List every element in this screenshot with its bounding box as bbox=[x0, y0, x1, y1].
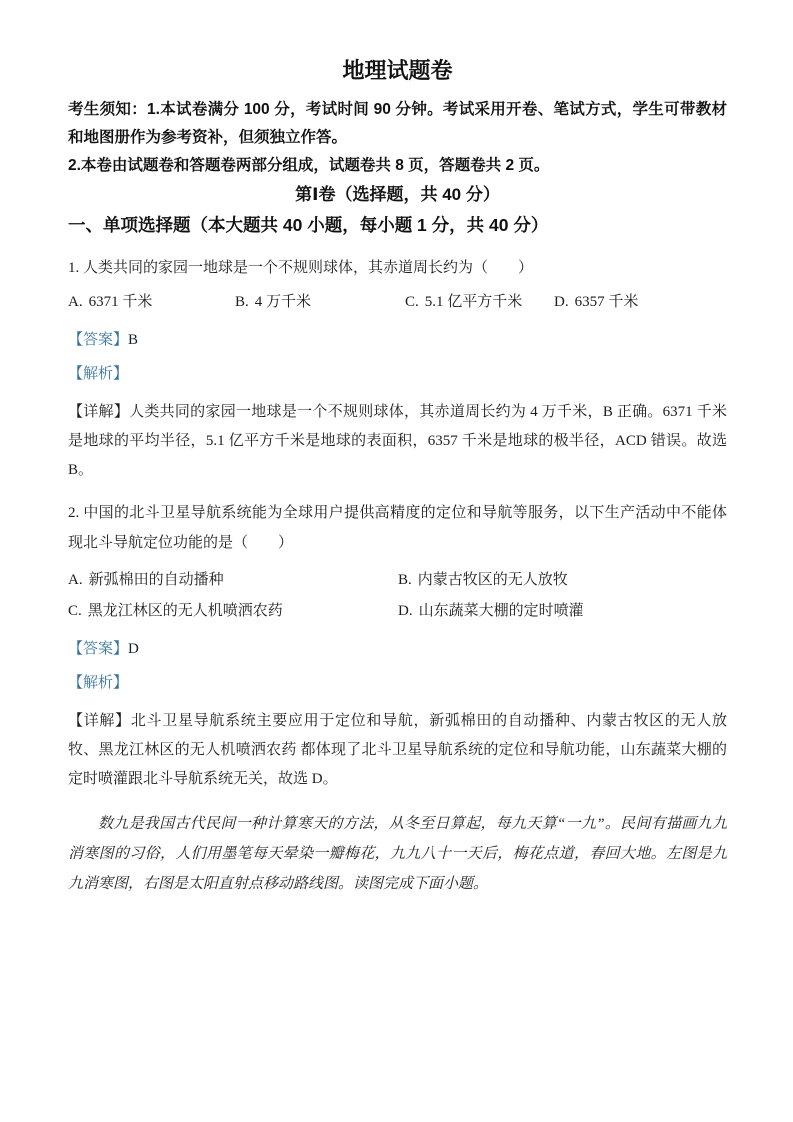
analysis-label: 【解析】 bbox=[68, 675, 129, 691]
section-1-header: 第Ⅰ卷（选择题，共 40 分） bbox=[295, 185, 500, 204]
option-b bbox=[398, 566, 727, 594]
detail-text: 北斗卫星导航系统主要应用于定位和导航，新弧棉田的自动播种、内蒙古牧区的无人放牧、黑龙江林区的无人机喷洒农药 都体现了北斗卫星导航系统的定位和导航功能，山东蔬菜大棚的定时喷灌跟北斗导航系统无关，故选 D。 bbox=[68, 713, 727, 787]
question-1-analysis bbox=[68, 364, 727, 384]
option-text: 山东蔬菜大棚的定时喷灌 bbox=[418, 603, 584, 619]
option-text: 新弧棉田的自动播种 bbox=[88, 572, 224, 588]
option-label: D. bbox=[398, 603, 413, 619]
option-c bbox=[405, 288, 554, 316]
option-text: 4 万千米 bbox=[254, 294, 312, 310]
analysis-label: 【解析】 bbox=[68, 366, 129, 382]
question-2-detail bbox=[68, 707, 727, 794]
option-label: B. bbox=[235, 294, 249, 310]
candidate-notice: 考生须知：1.本试卷满分 100 分，考试时间 90 分钟。考试采用开卷、笔试方式，学生可带教材和地图册作为参考资补，但须独立作答。 bbox=[68, 101, 727, 146]
option-label: C. bbox=[68, 603, 82, 619]
paper-structure-note: 2.本卷由试题卷和答题卷两部分组成，试题卷共 8 页，答题卷共 2 页。 bbox=[68, 157, 550, 174]
option-a bbox=[68, 288, 235, 316]
question-2 bbox=[68, 498, 727, 794]
option-d bbox=[554, 288, 727, 316]
question-1-answer bbox=[68, 330, 727, 350]
option-label: B. bbox=[398, 572, 412, 588]
question-1-detail bbox=[68, 398, 727, 485]
option-b bbox=[235, 288, 405, 316]
option-c bbox=[68, 597, 398, 625]
option-text: 6371 千米 bbox=[88, 294, 153, 310]
detail-label: 【详解】 bbox=[68, 404, 130, 420]
answer-label: 【答案】 bbox=[68, 332, 129, 348]
question-2-answer bbox=[68, 639, 727, 659]
question-1 bbox=[68, 253, 727, 485]
question-number: 2. bbox=[68, 505, 80, 521]
option-label: D. bbox=[554, 294, 569, 310]
part-1-header: 一、单项选择题（本大题共 40 小题，每小题 1 分，共 40 分） bbox=[68, 215, 549, 235]
detail-text: 人类共同的家园一地球是一个不规则球体，其赤道周长约为 4 万千米，B 正确。6371 千米是地球的平均半径，5.1 亿平方千米是地球的表面积，6357 千米是地球的极半径，ACD 错误。故选 B。 bbox=[68, 404, 727, 478]
option-text: 内蒙古牧区的无人放牧 bbox=[417, 572, 568, 588]
option-label: C. bbox=[405, 294, 419, 310]
option-label: A. bbox=[68, 294, 83, 310]
question-2-options bbox=[68, 566, 727, 625]
question-1-options bbox=[68, 288, 727, 316]
option-text: 6357 千米 bbox=[574, 294, 639, 310]
option-a bbox=[68, 566, 398, 594]
question-stem-text: 人类共同的家园一地球是一个不规则球体，其赤道周长约为（ ） bbox=[83, 260, 534, 276]
question-number: 1. bbox=[68, 260, 80, 276]
document-title: 地理试题卷 bbox=[342, 58, 453, 83]
passage-paragraph: 数九是我国古代民间一种计算寒天的方法，从冬至日算起，每九天算“一九”。民间有描画九九消寒图的习俗，人们用墨笔每天晕染一瓣梅花，九九八十一天后，梅花点道，春回大地。左图是九九消寒图，右图是太阳直射点移动路线图。读图完成下面小题。 bbox=[68, 816, 727, 892]
option-label: A. bbox=[68, 572, 83, 588]
question-2-analysis bbox=[68, 673, 727, 693]
option-text: 5.1 亿平方千米 bbox=[424, 294, 523, 310]
question-stem-text: 中国的北斗卫星导航系统能为全球用户提供高精度的定位和导航等服务，以下生产活动中不能体现北斗导航定位功能的是（ ） bbox=[68, 505, 727, 551]
answer-label: 【答案】 bbox=[68, 641, 129, 657]
detail-label: 【详解】 bbox=[68, 713, 131, 729]
question-2-stem bbox=[68, 498, 727, 558]
answer-value: B bbox=[128, 332, 139, 348]
option-d bbox=[398, 597, 727, 625]
option-text: 黑龙江林区的无人机喷洒农药 bbox=[87, 603, 283, 619]
answer-value: D bbox=[128, 641, 139, 657]
question-1-stem bbox=[68, 253, 727, 283]
